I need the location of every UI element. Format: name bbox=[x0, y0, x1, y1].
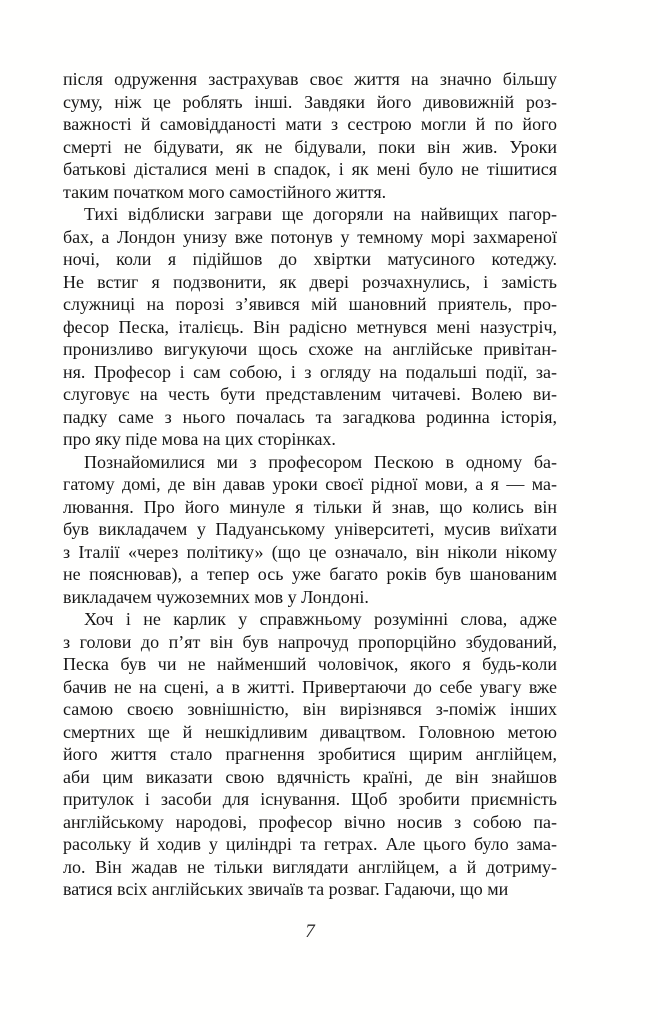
paragraph bbox=[63, 203, 557, 451]
text-line: викладачем чужоземних мов у Лондоні. bbox=[63, 586, 369, 607]
text-line: таким початком мого самостійного життя. bbox=[63, 181, 387, 202]
text-line: ло. Він жадав не тільки виглядати англійцем, а й дотриму- bbox=[63, 856, 557, 877]
text-line: важності й самовідданості мати з сестрою могли й по його bbox=[63, 114, 557, 134]
text-line: самою своєю зовнішністю, він вирізнявся з-поміж інших bbox=[63, 699, 557, 719]
text-line: не пояснював), а тепер ось уже багато років був шанованим bbox=[63, 564, 557, 584]
text-line: його життя стало прагнення зробитися щирим англійцем, bbox=[63, 744, 557, 764]
body-text bbox=[63, 68, 557, 901]
text-line: служниці на порозі з’явився мій шановний приятель, про- bbox=[63, 294, 557, 314]
text-line: батькові дісталися мені в спадок, і як мені було не тішитися bbox=[63, 159, 557, 179]
text-line: падку саме з нього почалась та загадкова родинна історія, bbox=[63, 406, 557, 427]
text-line: ночі, коли я підійшов до хвіртки матусиного котеджу. bbox=[63, 249, 557, 269]
text-line: Тихі відблиски заграви ще догоряли на найвищих пагор- bbox=[84, 204, 557, 224]
text-line: смертних ще й нешкідливим дивацтвом. Головною метою bbox=[63, 721, 557, 742]
text-line: фесор Песка, італієць. Він радісно метнувся мені назустріч, bbox=[63, 316, 557, 337]
text-line: притулок і засоби для існування. Щоб зробити приємність bbox=[63, 789, 557, 809]
paragraph bbox=[63, 68, 557, 203]
text-line: з голови до п’ят він був напрочуд пропорційно збудований, bbox=[63, 631, 557, 652]
text-line: пронизливо вигукуючи щось схоже на англійське привітан- bbox=[63, 339, 557, 359]
text-line: аби цим виказати свою вдячність країні, де він знайшов bbox=[63, 766, 557, 787]
text-line: лювання. Про його минуле я тільки й знав, що колись він bbox=[63, 496, 557, 517]
text-line: Хоч і не карлик у справжньому розумінні слова, адже bbox=[84, 609, 557, 629]
text-line: смерті не бідувати, як не бідували, поки він жив. Уроки bbox=[63, 136, 557, 157]
text-line: слуговує на честь бути представленим читачеві. Волею ви- bbox=[63, 384, 557, 404]
text-line: Песка був чи не найменший чоловічок, якого я будь-коли bbox=[63, 654, 557, 674]
text-line: англійському народові, професор вічно носив з собою па- bbox=[63, 811, 557, 832]
text-line: Не встиг я подзвонити, як двері розчахнулись, і замість bbox=[63, 271, 557, 292]
text-line: ня. Професор і сам собою, і з огляду на подальші події, за- bbox=[63, 361, 557, 382]
text-line: суму, ніж це роблять інші. Завдяки його дивовижній роз- bbox=[63, 91, 557, 112]
page-number: 7 bbox=[305, 921, 315, 942]
text-line: бачив не на сцені, а в житті. Привертаючи до себе увагу вже bbox=[63, 676, 557, 697]
text-line: Познайомилися ми з професором Пескою в одному ба- bbox=[84, 451, 557, 472]
text-line: расольку й ходив у циліндрі та гетрах. Але цього було зама- bbox=[63, 834, 557, 854]
paragraph bbox=[63, 451, 557, 609]
text-line: був викладачем у Падуанському університеті, мусив виїхати bbox=[63, 519, 557, 539]
text-line: з Італії «через політику» (що це означало, він ніколи нікому bbox=[63, 541, 557, 562]
text-line: гатому домі, де він давав уроки своєї рідної мови, а я — ма- bbox=[63, 474, 557, 494]
text-line: після одруження застрахував своє життя на значно більшу bbox=[63, 69, 557, 89]
text-line: бах, а Лондон унизу вже потонув у темному морі захмареної bbox=[63, 226, 557, 247]
paragraph bbox=[63, 608, 557, 901]
text-line: про яку піде мова на цих сторінках. bbox=[63, 429, 336, 449]
text-line: ватися всіх англійських звичаїв та розваг. Гадаючи, що ми bbox=[63, 879, 509, 899]
